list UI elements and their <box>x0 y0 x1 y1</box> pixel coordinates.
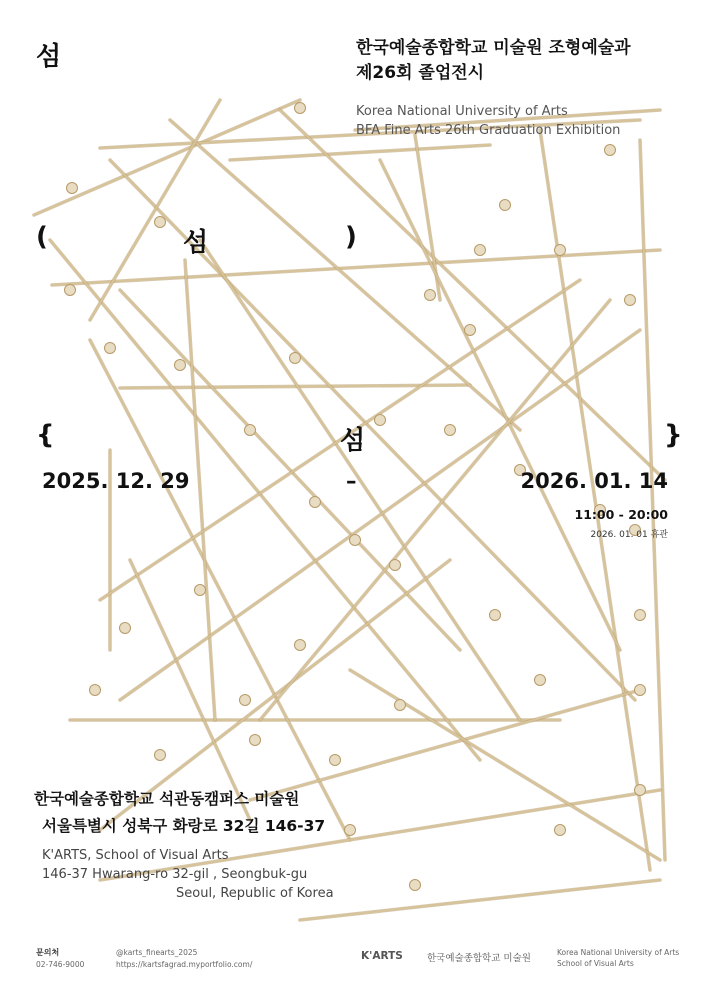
stick-16 <box>640 140 665 860</box>
corner-character: 섬 <box>36 42 62 72</box>
knot-25 <box>635 685 646 696</box>
contact-label: 문의처 <box>36 948 60 957</box>
paren-open: ( <box>36 222 48 252</box>
knot-12 <box>105 343 116 354</box>
end-date: 2026. 01. 14 <box>520 469 668 493</box>
start-date: 2025. 12. 29 <box>42 469 190 493</box>
knot-0 <box>67 183 78 194</box>
stick-9 <box>280 110 665 480</box>
knot-6 <box>350 535 361 546</box>
title-english-line-2: BFA Fine Arts 26th Graduation Exhibition <box>356 123 621 138</box>
knot-18 <box>295 640 306 651</box>
paren-close: ) <box>345 222 357 252</box>
knot-19 <box>490 610 501 621</box>
title-korean-line-2: 제26회 졸업전시 <box>356 63 485 83</box>
stick-19 <box>250 690 640 800</box>
brace-character: 섬 <box>340 426 366 456</box>
school-logo-english-line-2: School of Visual Arts <box>557 959 634 968</box>
knot-lattice <box>65 103 646 891</box>
school-logo-english-line-1: Korea National University of Arts <box>557 948 680 957</box>
brace-close: } <box>664 420 683 450</box>
knot-38 <box>250 735 261 746</box>
knot-32 <box>65 285 76 296</box>
school-logo-korean: 한국예술종합학교 미술원 <box>427 953 531 964</box>
stick-2 <box>230 145 490 160</box>
knot-2 <box>500 200 511 211</box>
knot-21 <box>90 685 101 696</box>
knot-4 <box>245 425 256 436</box>
knot-8 <box>475 245 486 256</box>
brace-open: { <box>36 420 55 450</box>
knot-23 <box>395 700 406 711</box>
knot-9 <box>425 290 436 301</box>
stick-29 <box>260 300 610 720</box>
knot-31 <box>555 825 566 836</box>
venue-korean-line-1: 한국예술종합학교 석관동캠퍼스 미술원 <box>34 790 300 808</box>
knot-27 <box>330 755 341 766</box>
venue-korean-line-2: 서울특별시 성북구 화랑로 32길 146-37 <box>42 817 326 835</box>
stick-3 <box>52 250 660 285</box>
contact-phone: 02-746-9000 <box>36 960 85 969</box>
knot-39 <box>345 825 356 836</box>
knot-34 <box>445 425 456 436</box>
knot-24 <box>535 675 546 686</box>
venue-english-line-2: 146-37 Hwarang-ro 32-gil , Seongbuk-gu <box>42 867 308 882</box>
knot-36 <box>555 245 566 256</box>
opening-hours: 11:00 - 20:00 <box>574 507 668 522</box>
knot-26 <box>155 750 166 761</box>
stick-27 <box>380 160 620 650</box>
knot-5 <box>310 497 321 508</box>
paren-character: 섬 <box>183 228 209 258</box>
knot-16 <box>390 560 401 571</box>
stick-15 <box>540 130 650 870</box>
knot-7 <box>155 217 166 228</box>
knot-22 <box>240 695 251 706</box>
knot-13 <box>465 325 476 336</box>
knot-35 <box>375 415 386 426</box>
knot-17 <box>120 623 131 634</box>
knot-33 <box>195 585 206 596</box>
venue-english-line-1: K'ARTS, School of Visual Arts <box>42 848 229 863</box>
knot-29 <box>410 880 421 891</box>
title-english-line-1: Korea National University of Arts <box>356 104 568 119</box>
knot-20 <box>635 610 646 621</box>
date-dash: – <box>346 469 357 493</box>
stick-24 <box>130 560 250 820</box>
instagram-handle[interactable]: @karts_finearts_2025 <box>116 948 198 957</box>
website-link[interactable]: https://kartsfagrad.myportfolio.com/ <box>116 960 253 969</box>
stick-21 <box>300 880 660 920</box>
title-korean-line-1: 한국예술종합학교 미술원 조형예술과 <box>356 38 631 58</box>
knot-1 <box>295 103 306 114</box>
knot-37 <box>605 145 616 156</box>
knot-30 <box>635 785 646 796</box>
knot-11 <box>175 360 186 371</box>
venue-english-line-3: Seoul, Republic of Korea <box>176 886 334 901</box>
knot-3 <box>625 295 636 306</box>
knot-10 <box>290 353 301 364</box>
stick-12 <box>90 340 350 840</box>
karts-logo: K'ARTS <box>361 950 403 962</box>
stick-26 <box>90 100 220 320</box>
closed-date: 2026. 01. 01 휴관 <box>590 530 668 540</box>
